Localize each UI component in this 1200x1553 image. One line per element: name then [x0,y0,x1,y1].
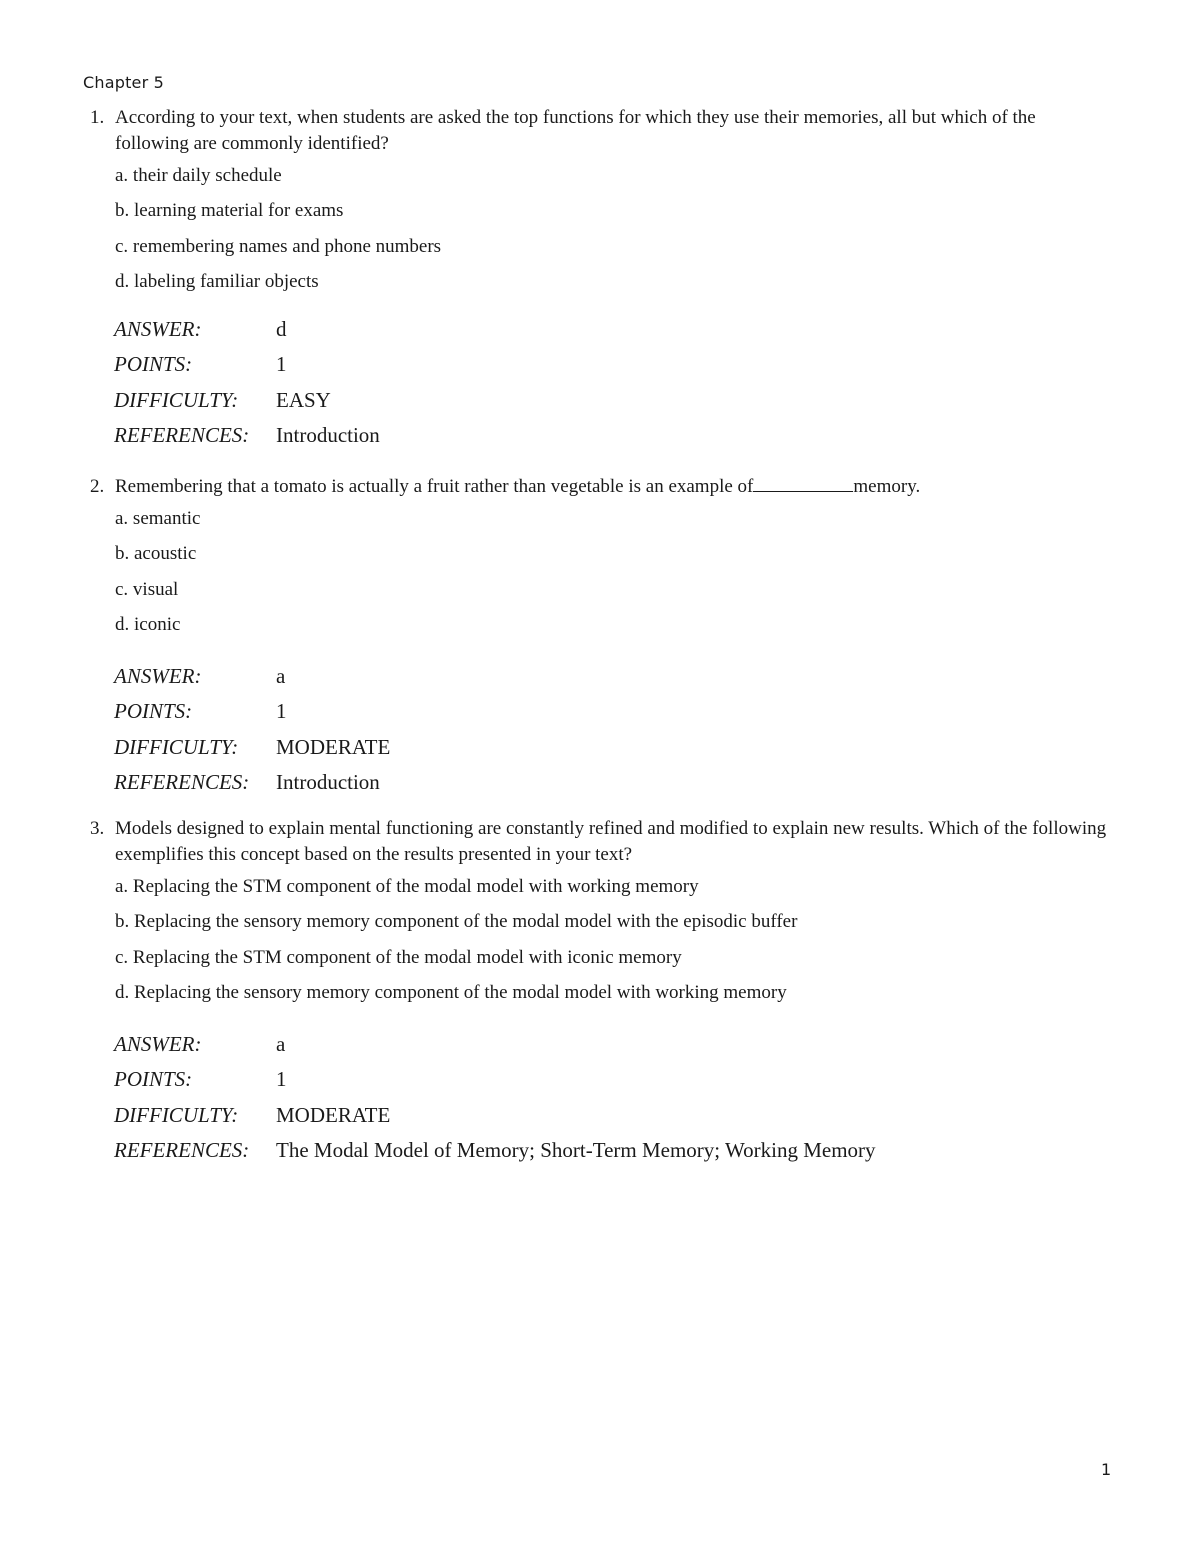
answer-row [114,1029,1110,1064]
options-list [115,874,1110,1015]
points-row [114,349,1110,384]
references-value: The Modal Model of Memory; Short-Term Memory; Working Memory [276,1138,876,1163]
page-number: 1 [1101,1460,1112,1479]
answer-value: d [276,317,287,342]
points-label: POINTS: [114,699,193,724]
chapter-title: Chapter 5 [83,73,165,92]
difficulty-value: EASY [276,387,331,412]
question-number: 2. [90,476,105,497]
points-value: 1 [276,699,287,724]
question-1 [90,105,1110,455]
fill-in-blank [753,475,853,492]
answer-label: ANSWER: [114,664,202,689]
references-label: REFERENCES: [114,770,250,795]
references-value: Introduction [276,770,380,795]
points-label: POINTS: [114,352,193,377]
question-text [115,474,1110,500]
option-c: c. visual [115,578,179,600]
references-label: REFERENCES: [114,423,250,448]
difficulty-row [114,732,1110,767]
question-number: 1. [90,107,105,128]
question-meta [114,1029,1110,1170]
references-row [114,767,1110,802]
difficulty-label: DIFFICULTY: [114,387,239,412]
option-a: a. Replacing the STM component of the modal model with working memory [115,876,699,897]
question-2 [90,474,1110,802]
option-b: b. Replacing the sensory memory component of the modal model with the episodic buffer [115,911,798,933]
question-text: According to your text, when students are asked the top functions for which they use their memories, all but which of the following are commonly identified? [115,107,1036,154]
answer-row [114,661,1110,696]
option-d: d. labeling familiar objects [115,270,319,292]
difficulty-label: DIFFICULTY: [114,734,239,759]
question-stem [90,105,1110,157]
answer-value: a [276,1032,286,1057]
answer-label: ANSWER: [114,1032,202,1057]
difficulty-label: DIFFICULTY: [114,1102,239,1127]
question-text-after-blank: memory. [853,476,921,497]
points-value: 1 [276,352,287,377]
question-number: 3. [90,818,105,839]
question-meta [114,314,1110,455]
option-b: b. acoustic [115,543,197,565]
references-row [114,420,1110,455]
difficulty-value: MODERATE [276,1102,391,1127]
difficulty-row [114,385,1110,420]
question-meta [114,661,1110,802]
references-row [114,1135,1110,1170]
option-d: d. Replacing the sensory memory component of the modal model with working memory [115,981,787,1003]
question-text: Models designed to explain mental functioning are constantly refined and modified to explain new results. Which of the following exemplifies this concept based on the results presented in your text? [115,818,1107,865]
question-stem [90,816,1110,868]
option-d: d. iconic [115,613,181,635]
points-row [114,696,1110,731]
question-text-before-blank: Remembering that a tomato is actually a fruit rather than vegetable is an example of [115,476,754,497]
difficulty-value: MODERATE [276,734,391,759]
option-a: a. their daily schedule [115,165,282,186]
points-row [114,1064,1110,1099]
question-3 [90,816,1110,1170]
answer-value: a [276,664,286,689]
references-value: Introduction [276,423,380,448]
options-list [115,506,1110,647]
points-label: POINTS: [114,1067,193,1092]
options-list [115,163,1110,304]
answer-label: ANSWER: [114,317,202,342]
option-b: b. learning material for exams [115,200,344,222]
option-c: c. remembering names and phone numbers [115,235,442,257]
question-stem [90,474,1110,500]
option-c: c. Replacing the STM component of the modal model with iconic memory [115,946,682,968]
answer-row [114,314,1110,349]
points-value: 1 [276,1067,287,1092]
references-label: REFERENCES: [114,1138,250,1163]
option-a: a. semantic [115,508,201,529]
difficulty-row [114,1100,1110,1135]
